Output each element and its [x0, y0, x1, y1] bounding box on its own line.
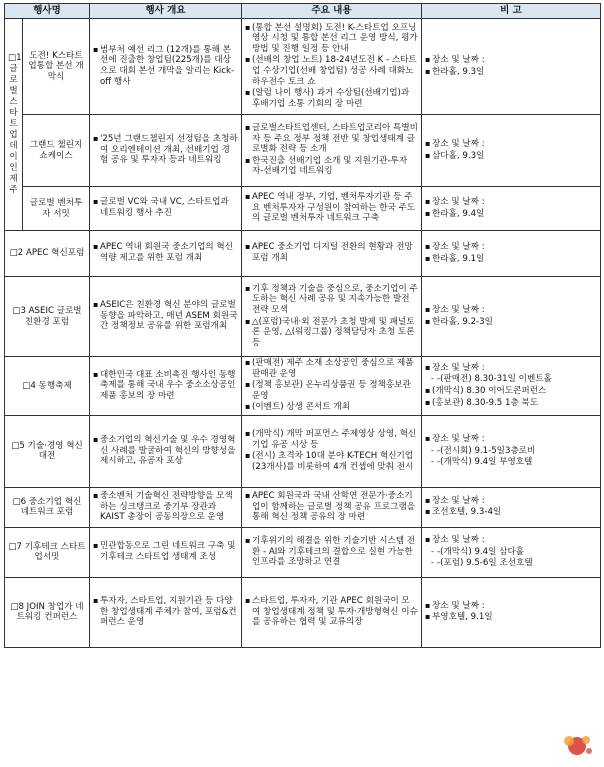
- list-item: ▪ (전시) 초격차 10대 분야 K-TECH 혁신기업(23개사)를 비롯하여 4개 컨셉에 맞춰 전시: [245, 451, 418, 472]
- group-label: □1 글로벌 스타트업 데이인 제주: [5, 19, 23, 231]
- list-item: - -(판매전) 8.30-31일 이벤트홀: [425, 374, 597, 385]
- list-item: - -(전시회) 9.1-5일3층로비: [425, 446, 597, 457]
- event-name: □3 ASEIC 글로벌 친환경 포럼: [5, 277, 90, 357]
- table-row: [5, 415, 601, 487]
- event-overview: [90, 487, 242, 527]
- list-item: ▪ 글로벌스타트업센터, 스타트업코리아 특별비자 등 주요 정부 정책 전반 및 창업생태계 글로벌화 전략 등 소개: [245, 123, 418, 155]
- list-item: ▪ 기후 정책과 기술을 중심으로, 중소기업이 주도하는 혁신 사례 공유 및 지속가능한 발전 전략 모색: [245, 284, 418, 316]
- event-note: [422, 231, 601, 277]
- event-note: [422, 415, 601, 487]
- list-item: ▪ (개막식) 8.30 이어도콘퍼런스: [425, 386, 597, 397]
- list-item: ▪ 장소 및 날짜 :: [425, 305, 597, 316]
- event-overview: [90, 527, 242, 577]
- list-item: ▪ 한국진출 선배기업 소개 및 지원기관-투자자-선배기업 네트워킹: [245, 156, 418, 177]
- event-name: 도전! K스타트업통합 본선 개막식: [23, 19, 90, 115]
- list-item: ▪ 투자자, 스타트업, 지원기관 등 다양한 창업생태계 주체가 참여, 포럼&컨퍼런스 운영: [93, 596, 238, 628]
- list-item: ▪ APEC 역내 정부, 기업, 벤처투자기관 등 주요 벤처투자자 구성원이 참여하는 한국 주도의 글로벌 벤처투자 네트워크 구축: [245, 192, 418, 224]
- list-item: ▪ 한라홀, 9.1일: [425, 254, 597, 265]
- event-note: [422, 357, 601, 416]
- list-item: ▪ (통합 본선 설명회) 도전! K-스타트업 오프닝 영상 시청 및 통합 본선 리그 운영 방식, 평가 방법 및 진행 일정 등 안내: [245, 23, 418, 55]
- list-item: ▪ 한라홀, 9.4일: [425, 209, 597, 220]
- list-item: ▪ 기후위기의 해결을 위한 기술기반 시스템 전환 - AI와 기후테크의 결합으로 실현 가능한 인프라를 조망하고 연결: [245, 536, 418, 568]
- list-item: ▪ 글로벌 VC와 국내 VC, 스타트업과 네트워킹 행사 추진: [93, 197, 238, 218]
- event-content: [242, 231, 422, 277]
- list-item: ▪ △(포럼)국내·외 전문가 초청 발제 및 패널토론 운영, △(워킹그룹) 정책담당자 초청 토론등: [245, 317, 418, 349]
- list-item: ▪ 장소 및 날짜 :: [425, 535, 597, 546]
- list-item: ▪ 중소벤처 기술혁신 전략방향을 모색하는 싱크탱크로 중기부 장관과 KAIST 총장이 공동의장으로 운영: [93, 491, 238, 523]
- list-item: ▪ 삼다홀, 9.3일: [425, 151, 597, 162]
- list-item: ▪ '25년 그랜드챌린지 선정팀을 초청하여 오리엔테이션 개최, 선배기업 경험 공유 및 투자자 등과 네트워킹: [93, 134, 238, 166]
- list-item: ▪ 장소 및 날짜 :: [425, 601, 597, 612]
- list-item: ▪ 조선호텔, 9.3-4일: [425, 507, 597, 518]
- list-item: ▪ 장소 및 날짜 :: [425, 55, 597, 66]
- table-row: [5, 487, 601, 527]
- event-content: [242, 187, 422, 231]
- list-item: ▪ (정책 홍보관) 온누리상품권 등 정책홍보관 운영: [245, 380, 418, 401]
- event-note: [422, 115, 601, 187]
- header-overview: 행사 개요: [90, 4, 242, 19]
- list-item: ▪ 민관합동으로 그린 네트워크 구축 및 기후테크 스타트업 생태계 조성: [93, 541, 238, 562]
- event-note: [422, 487, 601, 527]
- event-note: [422, 527, 601, 577]
- list-item: ▪ (개막식) 개막 퍼포먼스 주제영상 상영, 혁신기업 유공 시상 등: [245, 429, 418, 450]
- list-item: ▪ (판매전) 제주 소재 소상공인 중심으로 제품 판매관 운영: [245, 358, 418, 379]
- table-row: [5, 115, 601, 187]
- list-item: ▪ 장소 및 날짜 :: [425, 197, 597, 208]
- list-item: ▪ ASEIC은 친환경 혁신 분야의 글로벌 동향을 파악하고, 매년 ASEM 회원국 간 정책정보 공유를 위한 포럼개최: [93, 300, 238, 332]
- table-row: [5, 527, 601, 577]
- list-item: ▪ 대한민국 대표 소비촉진 행사인 동행축제를 통해 국내 우수 중소소상공인 제품 홍보의 장 마련: [93, 370, 238, 402]
- event-name: □6 중소기업 혁신 네트워크 포럼: [5, 487, 90, 527]
- header-name: 행사명: [5, 4, 90, 19]
- list-item: ▪ 장소 및 날짜 :: [425, 496, 597, 507]
- event-overview: [90, 231, 242, 277]
- list-item: ▪ 한라홀, 9.2-3일: [425, 317, 597, 328]
- event-name: □5 기술·경영 혁신대전: [5, 415, 90, 487]
- list-item: ▪ 장소 및 날짜 :: [425, 139, 597, 150]
- event-overview: [90, 277, 242, 357]
- list-item: ▪ (선배의 창업 노트) 18-24년도전 K - 스타트업 수상기업(선배 창업팀) 성공 사례 대화노하우전수 토크 쇼: [245, 55, 418, 87]
- list-item: ▪ APEC 중소기업 디지털 전환의 현황과 전망 포럼 개최: [245, 242, 418, 263]
- table-row: [5, 19, 601, 115]
- event-content: [242, 115, 422, 187]
- list-item: ▪ 장소 및 날짜 :: [425, 363, 597, 374]
- list-item: ▪ APEC 역내 회원국 중소기업의 혁신역량 제고를 위한 포럼 개최: [93, 242, 238, 263]
- table-row: [5, 277, 601, 357]
- list-item: - -(개막식) 9.4일 부영호텔: [425, 457, 597, 468]
- header-note: 비 고: [422, 4, 601, 19]
- list-item: ▪ 장소 및 날짜 :: [425, 242, 597, 253]
- table-row: [5, 357, 601, 416]
- list-item: ▪ 중소기업의 혁신기술 및 우수 경영혁신 사례를 발굴하여 혁신의 방향성을 제시하고, 유공자 포상: [93, 435, 238, 467]
- header-content: 주요 내용: [242, 4, 422, 19]
- event-overview: [90, 115, 242, 187]
- list-item: - -(개막식) 9.4일 삼다홀: [425, 547, 597, 558]
- event-overview: [90, 19, 242, 115]
- event-content: [242, 357, 422, 416]
- event-name: □2 APEC 혁신포럼: [5, 231, 90, 277]
- table-row: [5, 231, 601, 277]
- list-item: ▪ 한라홀, 9.3일: [425, 67, 597, 78]
- list-item: ▪ 범부처 예선 리그 (12개)를 통해 본선에 진출한 창업팀(225개)를 대상으로 대회 본선 개막을 알리는 Kick-off 행사: [93, 45, 238, 87]
- table-row: [5, 577, 601, 647]
- event-note: [422, 187, 601, 231]
- event-content: [242, 19, 422, 115]
- list-item: ▪ (알럼 나이 행사) 과거 수상팀(선배기업)과 후배기업 소통 기회의 장 마련: [245, 88, 418, 109]
- event-name: □8 JOIN 창업가 네트워킹 컨퍼런스: [5, 577, 90, 647]
- event-content: [242, 277, 422, 357]
- event-content: [242, 527, 422, 577]
- list-item: ▪ 부영호텔, 9.1일: [425, 612, 597, 623]
- event-overview: [90, 415, 242, 487]
- event-content: [242, 415, 422, 487]
- event-note: [422, 577, 601, 647]
- event-note: [422, 277, 601, 357]
- list-item: - -(포럼) 9.5-6일 조선호텔: [425, 558, 597, 569]
- flower-stamp-icon: [556, 731, 598, 759]
- event-name: □7 기후테크 스타트업서밋: [5, 527, 90, 577]
- event-overview: [90, 577, 242, 647]
- event-name: 글로벌 벤처투자 서밋: [23, 187, 90, 231]
- event-overview: [90, 187, 242, 231]
- event-content: [242, 487, 422, 527]
- event-name: 그랜드 챌린지 쇼케이스: [23, 115, 90, 187]
- list-item: ▪ 스타트업, 투자자, 기관 APEC 회원국이 모여 창업생태계 정책 및 투자·개방형혁신 이슈를 공유하는 협력 및 교류의장: [245, 596, 418, 628]
- event-table: [4, 3, 601, 648]
- event-content: [242, 577, 422, 647]
- header-row: [5, 4, 601, 19]
- list-item: ▪ 장소 및 날짜 :: [425, 434, 597, 445]
- list-item: ▪ (이벤트) 상생 콘서트 개최: [245, 402, 418, 413]
- table-row: [5, 187, 601, 231]
- event-overview: [90, 357, 242, 416]
- list-item: ▪ APEC 회원국과 국내 산학연 전문가·중소기업이 함께하는 글로벌 정책 공유 프로그램을 통해 혁신 정책 공유의 장 마련: [245, 491, 418, 523]
- event-name: □4 동행축제: [5, 357, 90, 416]
- event-note: [422, 19, 601, 115]
- list-item: ▪ (홍보관) 8.30-9.5 1층 북도: [425, 398, 597, 409]
